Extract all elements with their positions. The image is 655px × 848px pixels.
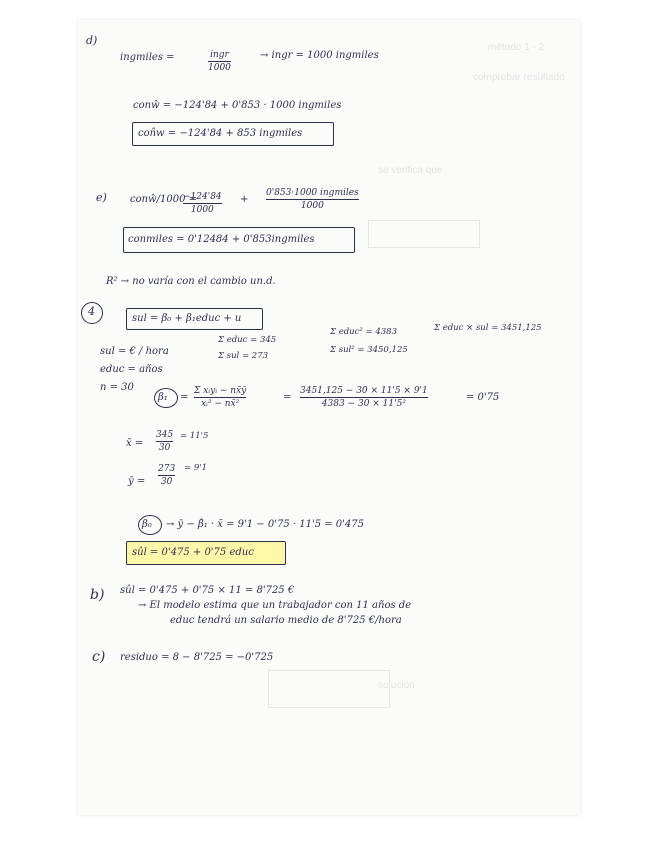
ingr-conversion: → ingr = 1000 ingmiles [260, 50, 379, 61]
fraction-numerator: ingr [210, 50, 229, 60]
sul-definition: sul = € / hora [100, 346, 169, 357]
scanned-page [78, 20, 580, 815]
part-c-label: c) [92, 649, 106, 665]
e-lhs: conŵ/1000 = [130, 194, 197, 205]
b-interpretation-2: educ tendrá un salario medio de 8'725 €/hora [170, 615, 402, 626]
e-fraction-1 [183, 192, 222, 215]
ingmiles-fraction [208, 50, 231, 73]
xbar-label: x̄ = [126, 438, 144, 449]
r2-note: R² → no varía con el cambio un.d. [106, 276, 276, 287]
beta1-calculation [300, 386, 428, 409]
bleed-through-text: solución [378, 680, 415, 691]
sum-cross-product: Σ educ × sul = 3451,125 [434, 323, 542, 333]
sum-sul-squared: Σ sul² = 3450,125 [330, 345, 408, 355]
fitted-equation: sûl = 0'475 + 0'75 educ [132, 547, 254, 558]
b-interpretation-1: → El modelo estima que un trabajador con 11 años de [138, 600, 412, 611]
ybar-label: ȳ = [128, 476, 146, 487]
educ-definition: educ = años [100, 364, 163, 375]
equals-sign: = [283, 392, 292, 403]
beta1-formula [194, 386, 246, 409]
sum-educ-squared: Σ educ² = 4383 [330, 327, 397, 337]
bleed-through-text: comprobar resultado [473, 72, 565, 83]
d-substituted-equation: conŵ = −124'84 + 0'853 · 1000 ingmiles [133, 100, 342, 111]
xbar-value: = 11'5 [180, 431, 209, 441]
beta1-label: β₁ [158, 392, 168, 403]
fraction-numerator: 3451,125 − 30 × 11'5 × 9'1 [300, 386, 428, 396]
bleed-through-text: se verifica que [378, 165, 443, 176]
fraction-denominator: 4383 − 30 × 11'5² [321, 399, 406, 409]
d-result: con̂w = −124'84 + 853 ingmiles [138, 128, 303, 139]
ybar-fraction [158, 464, 175, 487]
xbar-fraction [156, 430, 173, 453]
fraction-denominator: 1000 [208, 63, 231, 73]
e-fraction-2 [266, 188, 359, 211]
bleed-through-box [268, 670, 390, 708]
fraction-numerator: 345 [156, 430, 174, 440]
part-e-label: e) [96, 191, 107, 204]
fraction-numerator: 273 [158, 464, 176, 474]
regression-model: sul = β₀ + β₁educ + u [132, 313, 242, 324]
c-residual: residuo = 8 − 8'725 = −0'725 [120, 652, 274, 663]
b-prediction: sûl = 0'475 + 0'75 × 11 = 8'725 € [120, 585, 295, 596]
beta1-value: = 0'75 [466, 392, 500, 403]
part-d-label: d) [86, 34, 98, 47]
equals-sign: = [180, 392, 189, 403]
question-number: 4 [88, 305, 95, 318]
part-b-label: b) [90, 587, 105, 603]
fraction-numerator: −124'84 [183, 192, 222, 202]
bleed-through-box [368, 220, 480, 248]
plus-sign: + [240, 194, 249, 205]
beta0-calculation: → ȳ − β̂₁ · x̄ = 9'1 − 0'75 · 11'5 = 0'475 [166, 519, 364, 530]
e-result: conmiles = 0'12484 + 0'853ingmiles [128, 234, 315, 245]
sample-size: n = 30 [100, 382, 134, 393]
ybar-value: = 9'1 [184, 463, 207, 473]
fraction-numerator: 0'853·1000 ingmiles [266, 188, 359, 198]
fraction-denominator: 30 [158, 443, 171, 453]
sum-sul: Σ sul = 273 [218, 351, 269, 361]
fraction-denominator: 30 [160, 477, 173, 487]
fraction-numerator: Σ xᵢyᵢ − nx̄ȳ [194, 386, 247, 396]
fraction-denominator: 1000 [300, 201, 324, 211]
fraction-denominator: 1000 [190, 205, 214, 215]
beta0-label: β₀ [142, 519, 152, 530]
ingmiles-definition: ingmiles = [120, 52, 175, 63]
bleed-through-text: método 1 · 2 [488, 42, 545, 53]
sum-educ: Σ educ = 345 [218, 335, 277, 345]
fraction-denominator: xᵢ² − nx̄² [200, 399, 240, 409]
